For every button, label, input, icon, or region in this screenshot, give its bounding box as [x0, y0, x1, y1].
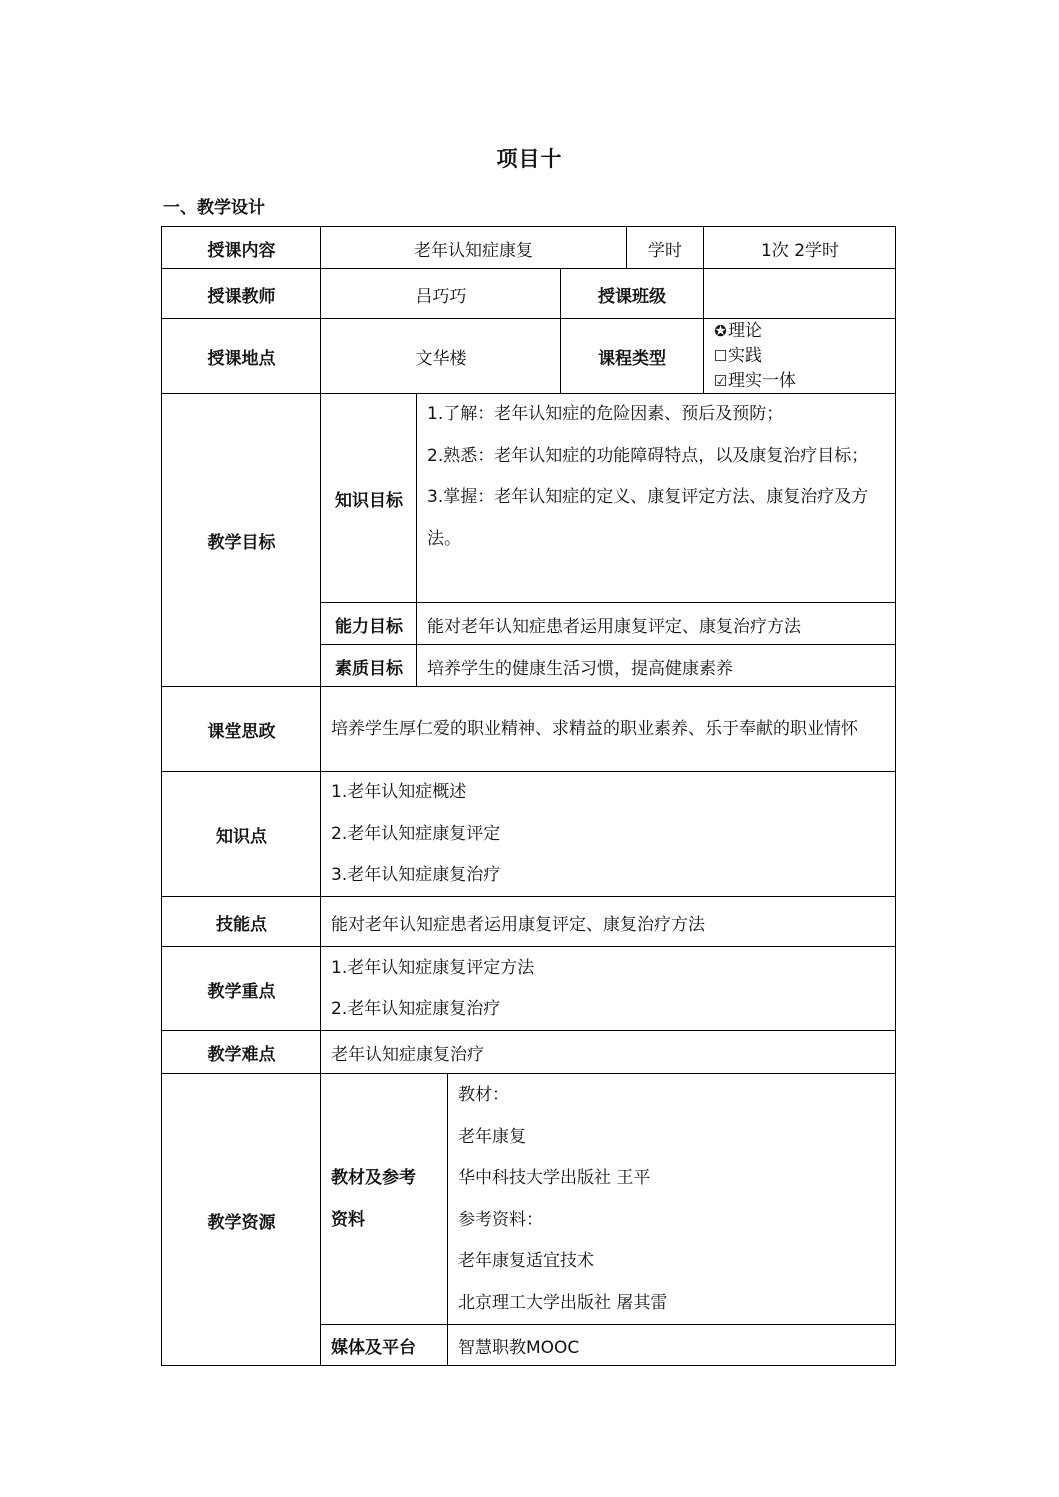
location-label: 授课地点 — [161, 318, 321, 394]
knowledge-objective-line: 3.掌握：老年认知症的定义、康复评定方法、康复治疗及方法。 — [427, 487, 869, 549]
course-type-label: 课程类型 — [560, 318, 703, 394]
ideology-text: 培养学生厚仁爱的职业精神、求精益的职业素养、乐于奉献的职业情怀 — [331, 718, 858, 739]
hours-value: 1次 2学时 — [703, 226, 896, 269]
materials-content — [447, 1073, 896, 1325]
page-title: 项目十 — [496, 147, 563, 171]
knowledge-points-label: 知识点 — [161, 771, 321, 897]
materials-line: 北京理工大学出版社 屠其雷 — [458, 1292, 668, 1313]
course-type-option-integrated: ☑理实一体 — [713, 369, 796, 394]
materials-line: 老年康复适宜技术 — [458, 1251, 594, 1271]
skill-points-value: 能对老年认知症患者运用康复评定、康复治疗方法 — [320, 896, 896, 947]
teacher-label: 授课教师 — [161, 268, 321, 319]
course-content-value: 老年认知症康复 — [320, 226, 626, 269]
empty-checkbox-icon: ☐ — [713, 347, 728, 365]
ideology-value — [320, 686, 896, 772]
knowledge-objective-label: 知识目标 — [320, 393, 417, 603]
materials-label-line: 资料 — [331, 1209, 365, 1230]
knowledge-point-item: 2.老年认知症康复评定 — [331, 823, 501, 844]
materials-line: 参考资料： — [458, 1209, 543, 1230]
quality-objective-value: 培养学生的健康生活习惯，提高健康素养 — [416, 644, 896, 687]
section-heading: 一、教学设计 — [163, 198, 265, 218]
knowledge-points-content — [320, 771, 896, 897]
selected-circle-icon: ✪ — [714, 322, 727, 340]
difficult-points-value: 老年认知症康复治疗 — [320, 1030, 896, 1074]
knowledge-point-item: 3.老年认知症康复治疗 — [331, 865, 501, 886]
materials-label-line: 教材及参考 — [331, 1168, 416, 1188]
materials-line: 华中科技大学出版社 王平 — [458, 1168, 651, 1188]
difficult-points-label: 教学难点 — [161, 1030, 321, 1074]
key-points-label: 教学重点 — [161, 946, 321, 1031]
class-label: 授课班级 — [560, 268, 703, 319]
course-type-option-practice: ☐实践 — [713, 344, 762, 369]
location-value: 文华楼 — [320, 318, 561, 394]
resources-label: 教学资源 — [161, 1073, 321, 1366]
media-value: 智慧职教MOOC — [447, 1324, 896, 1366]
class-value — [703, 268, 896, 319]
materials-label — [320, 1073, 448, 1325]
teacher-value: 吕巧巧 — [320, 268, 561, 319]
key-point-item: 2.老年认知症康复治疗 — [331, 999, 501, 1019]
materials-line: 老年康复 — [458, 1126, 526, 1147]
skill-points-label: 技能点 — [161, 896, 321, 947]
course-type-option-theory: ✪理论 — [713, 319, 762, 344]
course-content-label: 授课内容 — [161, 226, 321, 269]
objectives-label: 教学目标 — [161, 393, 321, 687]
ideology-label: 课堂思政 — [161, 686, 321, 772]
quality-objective-label: 素质目标 — [320, 644, 417, 687]
checked-checkbox-icon: ☑ — [713, 372, 728, 390]
knowledge-objective-content — [416, 393, 896, 603]
ability-objective-value: 能对老年认知症患者运用康复评定、康复治疗方法 — [416, 602, 896, 645]
course-type-options — [703, 318, 896, 394]
hours-label: 学时 — [626, 226, 703, 269]
key-point-item: 1.老年认知症康复评定方法 — [331, 957, 535, 978]
materials-line: 教材： — [458, 1085, 509, 1105]
knowledge-objective-line: 2.熟悉：老年认知症的功能障碍特点，以及康复治疗目标； — [427, 445, 869, 466]
ability-objective-label: 能力目标 — [320, 602, 417, 645]
knowledge-point-item: 1.老年认知症概述 — [331, 782, 467, 803]
media-label: 媒体及平台 — [320, 1324, 448, 1366]
knowledge-objective-line: 1.了解：老年认知症的危险因素、预后及预防； — [427, 404, 784, 424]
key-points-content — [320, 946, 896, 1031]
